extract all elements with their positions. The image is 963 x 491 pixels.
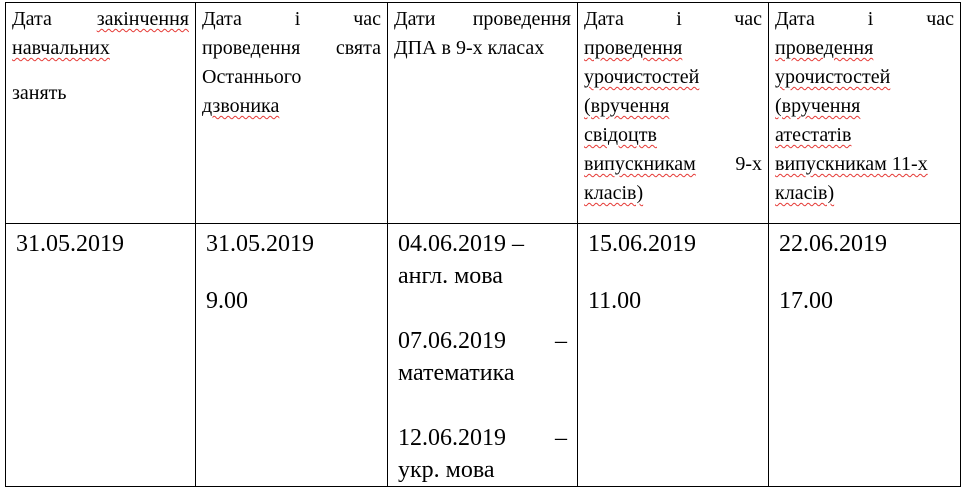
cell-last-bell [196, 224, 388, 487]
header-text: урочистостей [584, 66, 700, 88]
table-row [6, 224, 961, 487]
header-text: навчальних [12, 37, 110, 59]
cell-end-of-classes [6, 224, 196, 487]
header-cell-end-of-classes [6, 3, 196, 224]
header-cell-9th-grade-ceremony [578, 3, 769, 224]
header-text: свята [335, 37, 381, 59]
header-text: ДПА в 9-х класах [394, 37, 545, 59]
exam-english-date: 04.06.2019 – [398, 231, 524, 257]
header-text: проведення [202, 37, 301, 59]
ceremony-9th-time: 11.00 [588, 288, 642, 314]
cell-exam-dates [388, 224, 578, 487]
header-text: свідоцтв [584, 124, 657, 146]
cell-11th-grade-ceremony [769, 224, 961, 487]
header-text: закінчення [96, 8, 189, 30]
header-text: класів) [584, 182, 644, 204]
cell-9th-grade-ceremony [578, 224, 769, 487]
header-text: проведення [584, 37, 683, 59]
header-cell-exam-dates [388, 3, 578, 224]
header-text: (вручення [584, 95, 670, 117]
header-text: Дата [202, 8, 242, 30]
exam-ukrainian-date: 12.06.2019 [398, 425, 506, 451]
last-bell-date: 31.05.2019 [206, 231, 314, 257]
ceremony-9th-date: 15.06.2019 [588, 231, 696, 257]
header-text: і [676, 8, 682, 30]
header-text: Дата [775, 8, 815, 30]
exam-math-date: 07.06.2019 [398, 328, 506, 354]
header-text: дзвоника [202, 95, 280, 117]
header-text: урочистостей [775, 66, 891, 88]
header-text: Дата [584, 8, 624, 30]
last-bell-time: 9.00 [206, 288, 248, 314]
header-cell-11th-grade-ceremony [769, 3, 961, 224]
end-of-classes-date: 31.05.2019 [16, 231, 124, 257]
header-text: Останнього [202, 66, 302, 88]
exam-math-subject: математика [398, 360, 515, 386]
header-text: проведення [775, 37, 874, 59]
exam-ukrainian-subject: укр. мова [398, 457, 495, 483]
header-text: Дати [394, 8, 436, 30]
header-text: випускникам [584, 153, 696, 175]
header-text: атестатів [775, 124, 852, 146]
header-text: занять [12, 82, 67, 104]
ceremony-11th-time: 17.00 [779, 288, 833, 314]
exam-ukrainian-dash: – [555, 425, 567, 451]
exam-english-subject: англ. мова [398, 263, 503, 289]
header-text: випускникам 11-х [775, 153, 928, 175]
ceremony-11th-date: 22.06.2019 [779, 231, 887, 257]
header-text: Дата [12, 8, 52, 30]
header-text: класів) [775, 182, 835, 204]
exam-math-dash: – [555, 328, 567, 354]
header-text: проведення [472, 8, 571, 30]
header-text: час [734, 8, 762, 30]
header-text: і [867, 8, 874, 30]
header-text: (вручення [775, 95, 861, 117]
header-text: час [926, 8, 954, 30]
header-text: і [294, 8, 301, 30]
header-text: 9-х [735, 153, 762, 175]
schedule-table [5, 2, 961, 487]
header-text: час [353, 8, 381, 30]
header-row [6, 3, 961, 224]
header-cell-last-bell [196, 3, 388, 224]
